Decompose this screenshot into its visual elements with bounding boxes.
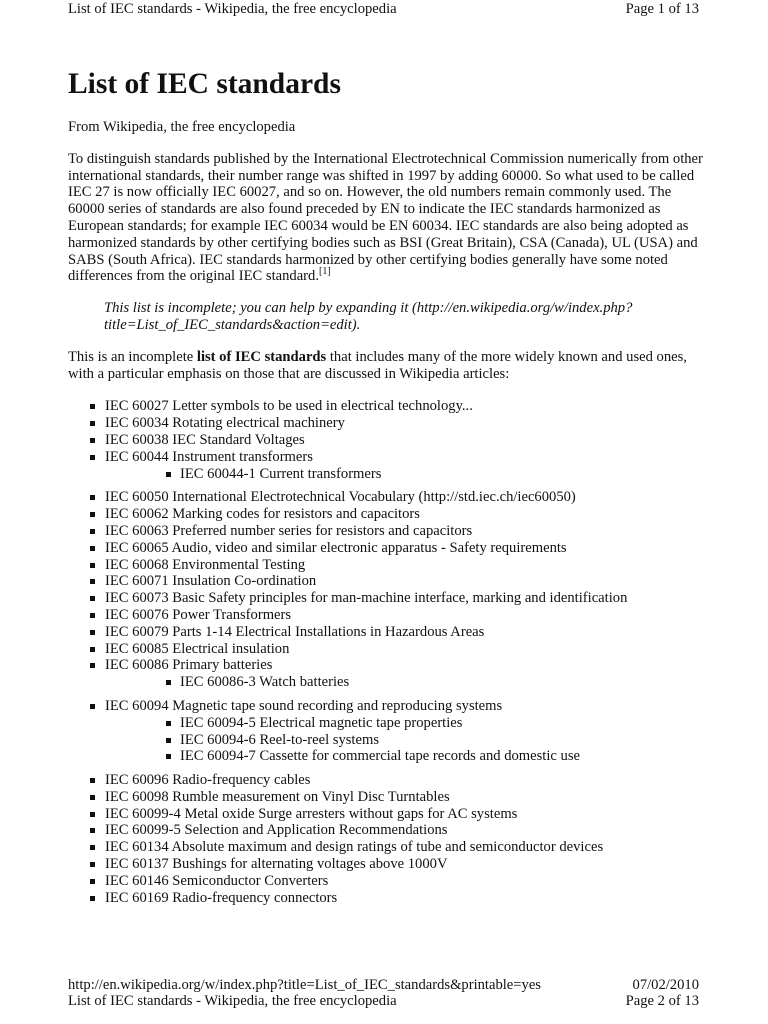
sub-list-item: IEC 60094-7 Cassette for commercial tape records and domestic use bbox=[105, 748, 708, 765]
list-item: IEC 60038 IEC Standard Voltages bbox=[68, 432, 708, 449]
list-item-text: IEC 60094 Magnetic tape sound recording and reproducing systems bbox=[105, 697, 503, 714]
list-item bbox=[68, 449, 708, 483]
footer-url: http://en.wikipedia.org/w/index.php?title=List_of_IEC_standards&printable=yes bbox=[68, 977, 541, 993]
list-item: IEC 60134 Absolute maximum and design ratings of tube and semiconductor devices bbox=[68, 839, 708, 856]
lead-text-before: This is an incomplete bbox=[68, 348, 197, 365]
lead-text-after: that includes many of the more widely known and used ones, with a particular emphasis on those that are discussed in Wikipedia articles: bbox=[68, 348, 687, 382]
print-header bbox=[68, 1, 699, 18]
list-item: IEC 60099-4 Metal oxide Surge arresters without gaps for AC systems bbox=[68, 806, 708, 823]
intro-text: To distinguish standards published by the International Electrotechnical Commission numerically from other international standards, their number range was shifted in 1997 by adding 60000. So what used to be called IEC 27 is now officially IEC 60027, and so on. However, the old numbers remain commonly used. The 60000 series of standards are also found preceded by EN to indicate the IEC standards harmonized as European standards; for example IEC 60034 would be EN 60034. IEC standards are also being adopted as harmonized standards by other certifying bodies such as BSI (Great Britain), CSA (Canada), UL (USA) and SABS (South Africa). IEC standards harmonized by other certifying bodies generally have some noted differences from the original IEC standard. bbox=[68, 150, 703, 285]
list-item-text: IEC 60044 Instrument transformers bbox=[105, 448, 313, 465]
article-body bbox=[68, 119, 708, 906]
list-item: IEC 60068 Environmental Testing bbox=[68, 557, 708, 574]
sub-list bbox=[105, 715, 708, 765]
incomplete-list-notice bbox=[104, 300, 708, 334]
notice-text-1: This list is incomplete; you can help by expanding it (http://en.wikipedia.org/w/index.php? bbox=[104, 300, 633, 317]
site-subtitle: From Wikipedia, the free encyclopedia bbox=[68, 119, 296, 135]
print-footer-url-row bbox=[68, 977, 699, 994]
list-item: IEC 60169 Radio-frequency connectors bbox=[68, 890, 708, 907]
sub-list bbox=[105, 674, 708, 691]
list-item: IEC 60065 Audio, video and similar electronic apparatus - Safety requirements bbox=[68, 540, 708, 557]
footer-date: 07/02/2010 bbox=[632, 977, 699, 993]
footer-title: List of IEC standards - Wikipedia, the free encyclopedia bbox=[68, 993, 397, 1009]
list-item: IEC 60027 Letter symbols to be used in electrical technology... bbox=[68, 398, 708, 415]
list-item: IEC 60146 Semiconductor Converters bbox=[68, 873, 708, 890]
page-title: List of IEC standards bbox=[68, 68, 341, 100]
footer-page-number: Page 2 of 13 bbox=[625, 993, 699, 1009]
sub-list-item: IEC 60094-6 Reel-to-reel systems bbox=[105, 732, 708, 749]
list-item: IEC 60062 Marking codes for resistors and capacitors bbox=[68, 506, 708, 523]
lead-bold-term: list of IEC standards bbox=[196, 348, 327, 365]
lead-paragraph bbox=[68, 349, 708, 383]
header-page-number: Page 1 of 13 bbox=[625, 1, 699, 17]
list-item bbox=[68, 657, 708, 691]
sub-list-item: IEC 60094-5 Electrical magnetic tape properties bbox=[105, 715, 708, 732]
sub-list-item: IEC 60086-3 Watch batteries bbox=[105, 674, 708, 691]
reference-link[interactable]: [1] bbox=[318, 266, 331, 278]
list-item: IEC 60073 Basic Safety principles for man-machine interface, marking and identification bbox=[68, 590, 708, 607]
sub-list-item: IEC 60044-1 Current transformers bbox=[105, 466, 708, 483]
sub-list bbox=[105, 466, 708, 483]
standards-list bbox=[68, 398, 708, 906]
list-item bbox=[68, 698, 708, 765]
list-item: IEC 60099-5 Selection and Application Recommendations bbox=[68, 822, 708, 839]
list-item: IEC 60079 Parts 1-14 Electrical Installations in Hazardous Areas bbox=[68, 624, 708, 641]
list-item: IEC 60085 Electrical insulation bbox=[68, 641, 708, 658]
intro-paragraph bbox=[68, 151, 708, 285]
list-item: IEC 60034 Rotating electrical machinery bbox=[68, 415, 708, 432]
list-item: IEC 60137 Bushings for alternating voltages above 1000V bbox=[68, 856, 708, 873]
list-item: IEC 60050 International Electrotechnical Vocabulary (http://std.iec.ch/iec60050) bbox=[68, 489, 708, 506]
header-title: List of IEC standards - Wikipedia, the free encyclopedia bbox=[68, 1, 397, 17]
list-item: IEC 60063 Preferred number series for resistors and capacitors bbox=[68, 523, 708, 540]
list-item: IEC 60096 Radio-frequency cables bbox=[68, 772, 708, 789]
list-item-text: IEC 60086 Primary batteries bbox=[105, 657, 273, 674]
list-item: IEC 60076 Power Transformers bbox=[68, 607, 708, 624]
notice-text-2: title=List_of_IEC_standards&action=edit). bbox=[104, 316, 361, 333]
list-item: IEC 60071 Insulation Co-ordination bbox=[68, 573, 708, 590]
list-item: IEC 60098 Rumble measurement on Vinyl Disc Turntables bbox=[68, 789, 708, 806]
print-footer-title-row bbox=[68, 993, 699, 1010]
